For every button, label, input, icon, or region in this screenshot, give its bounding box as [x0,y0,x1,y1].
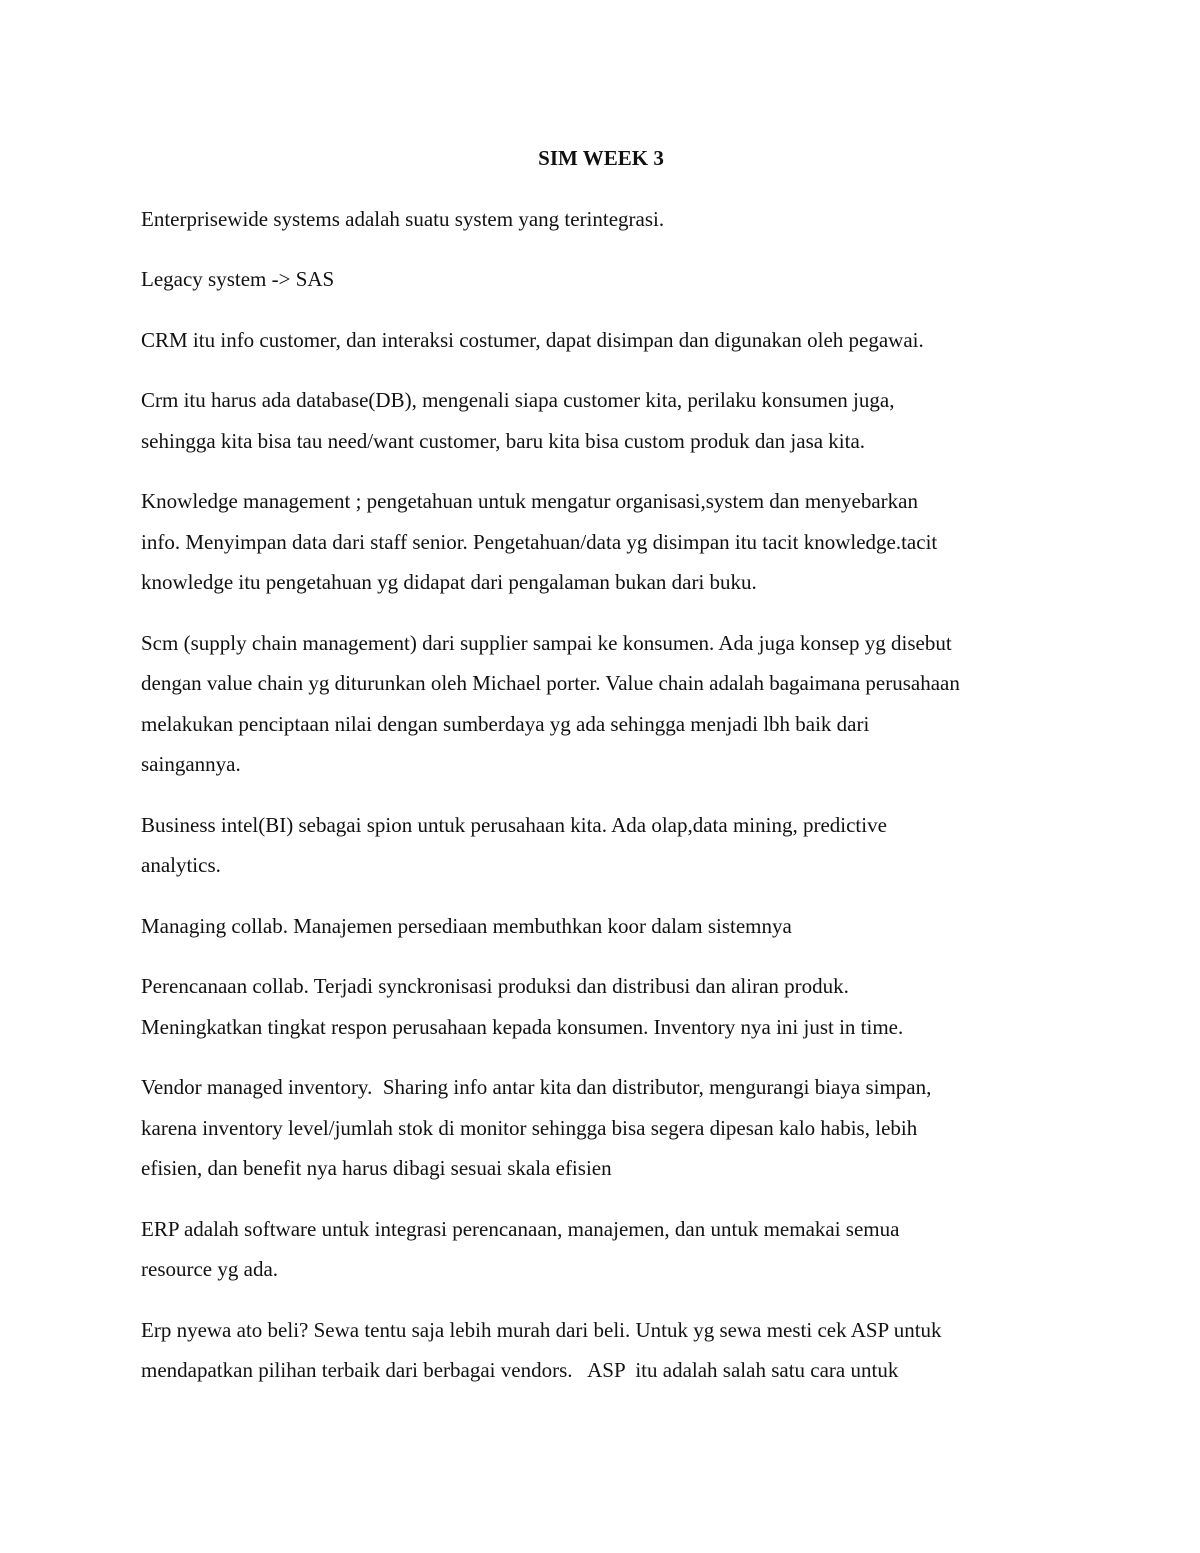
paragraph [141,966,1061,1047]
paragraph-line: knowledge itu pengetahuan yg didapat dari pengalaman bukan dari buku. [141,570,757,594]
paragraph-line: Managing collab. Manajemen persediaan membuthkan koor dalam sistemnya [141,913,792,938]
document-body [141,138,1061,1411]
paragraph [141,1067,1061,1189]
paragraph [141,906,1061,947]
paragraph [141,380,1061,461]
paragraph-line: analytics. [141,853,221,877]
paragraph-line: Enterprisewide systems adalah suatu system yang terintegrasi. [141,206,665,231]
paragraph-line: Scm (supply chain management) dari supplier sampai ke konsumen. Ada juga konsep yg disebut [141,630,952,655]
paragraph-line: Erp nyewa ato beli? Sewa tentu saja lebih murah dari beli. Untuk yg sewa mesti cek ASP untuk [141,1317,942,1342]
paragraph [141,481,1061,603]
paragraph-line: Vendor managed inventory. Sharing info antar kita dan distributor, mengurangi biaya simpan, [141,1075,932,1099]
paragraph-line: efisien, dan benefit nya harus dibagi sesuai skala efisien [141,1156,612,1180]
paragraph-line: info. Menyimpan data dari staff senior. Pengetahuan/data yg disimpan itu tacit knowledge.tacit [141,529,938,554]
paragraph-line: sehingga kita bisa tau need/want customer, baru kita bisa custom produk dan jasa kita. [141,428,866,453]
paragraph-line: CRM itu info customer, dan interaksi costumer, dapat disimpan dan digunakan oleh pegawai. [141,327,924,352]
paragraph-line: Crm itu harus ada database(DB), mengenali siapa customer kita, perilaku konsumen juga, [141,388,895,412]
paragraph-line: dengan value chain yg diturunkan oleh Michael porter. Value chain adalah bagaimana perusahaan [141,671,960,695]
paragraph-line: saingannya. [141,752,241,776]
paragraph [141,623,1061,785]
paragraph-line: melakukan penciptaan nilai dengan sumberdaya yg ada sehingga menjadi lbh baik dari [141,711,870,736]
paragraph-line: Legacy system -> SAS [141,267,335,291]
paragraph-line: Meningkatkan tingkat respon perusahaan kepada konsumen. Inventory nya ini just in time. [141,1014,904,1039]
paragraph [141,199,1061,240]
paragraph-line: mendapatkan pilihan terbaik dari berbagai vendors. ASP itu adalah salah satu cara untuk [141,1358,899,1382]
paragraph-line: resource yg ada. [141,1257,279,1281]
paragraph-line: Perencanaan collab. Terjadi synckronisasi produksi dan distribusi dan aliran produk. [141,974,849,998]
paragraph [141,1310,1061,1391]
paragraph-list [141,199,1061,1391]
paragraph [141,320,1061,361]
paragraph-line: Business intel(BI) sebagai spion untuk perusahaan kita. Ada olap,data mining, predictive [141,812,887,837]
paragraph [141,259,1061,300]
paragraph-line: Knowledge management ; pengetahuan untuk mengatur organisasi,system dan menyebarkan [141,489,918,513]
document-title: SIM WEEK 3 [538,146,664,170]
paragraph [141,805,1061,886]
paragraph-line: ERP adalah software untuk integrasi perencanaan, manajemen, dan untuk memakai semua [141,1216,900,1241]
paragraph-line: karena inventory level/jumlah stok di monitor sehingga bisa segera dipesan kalo habis, lebih [141,1115,918,1140]
paragraph [141,1209,1061,1290]
